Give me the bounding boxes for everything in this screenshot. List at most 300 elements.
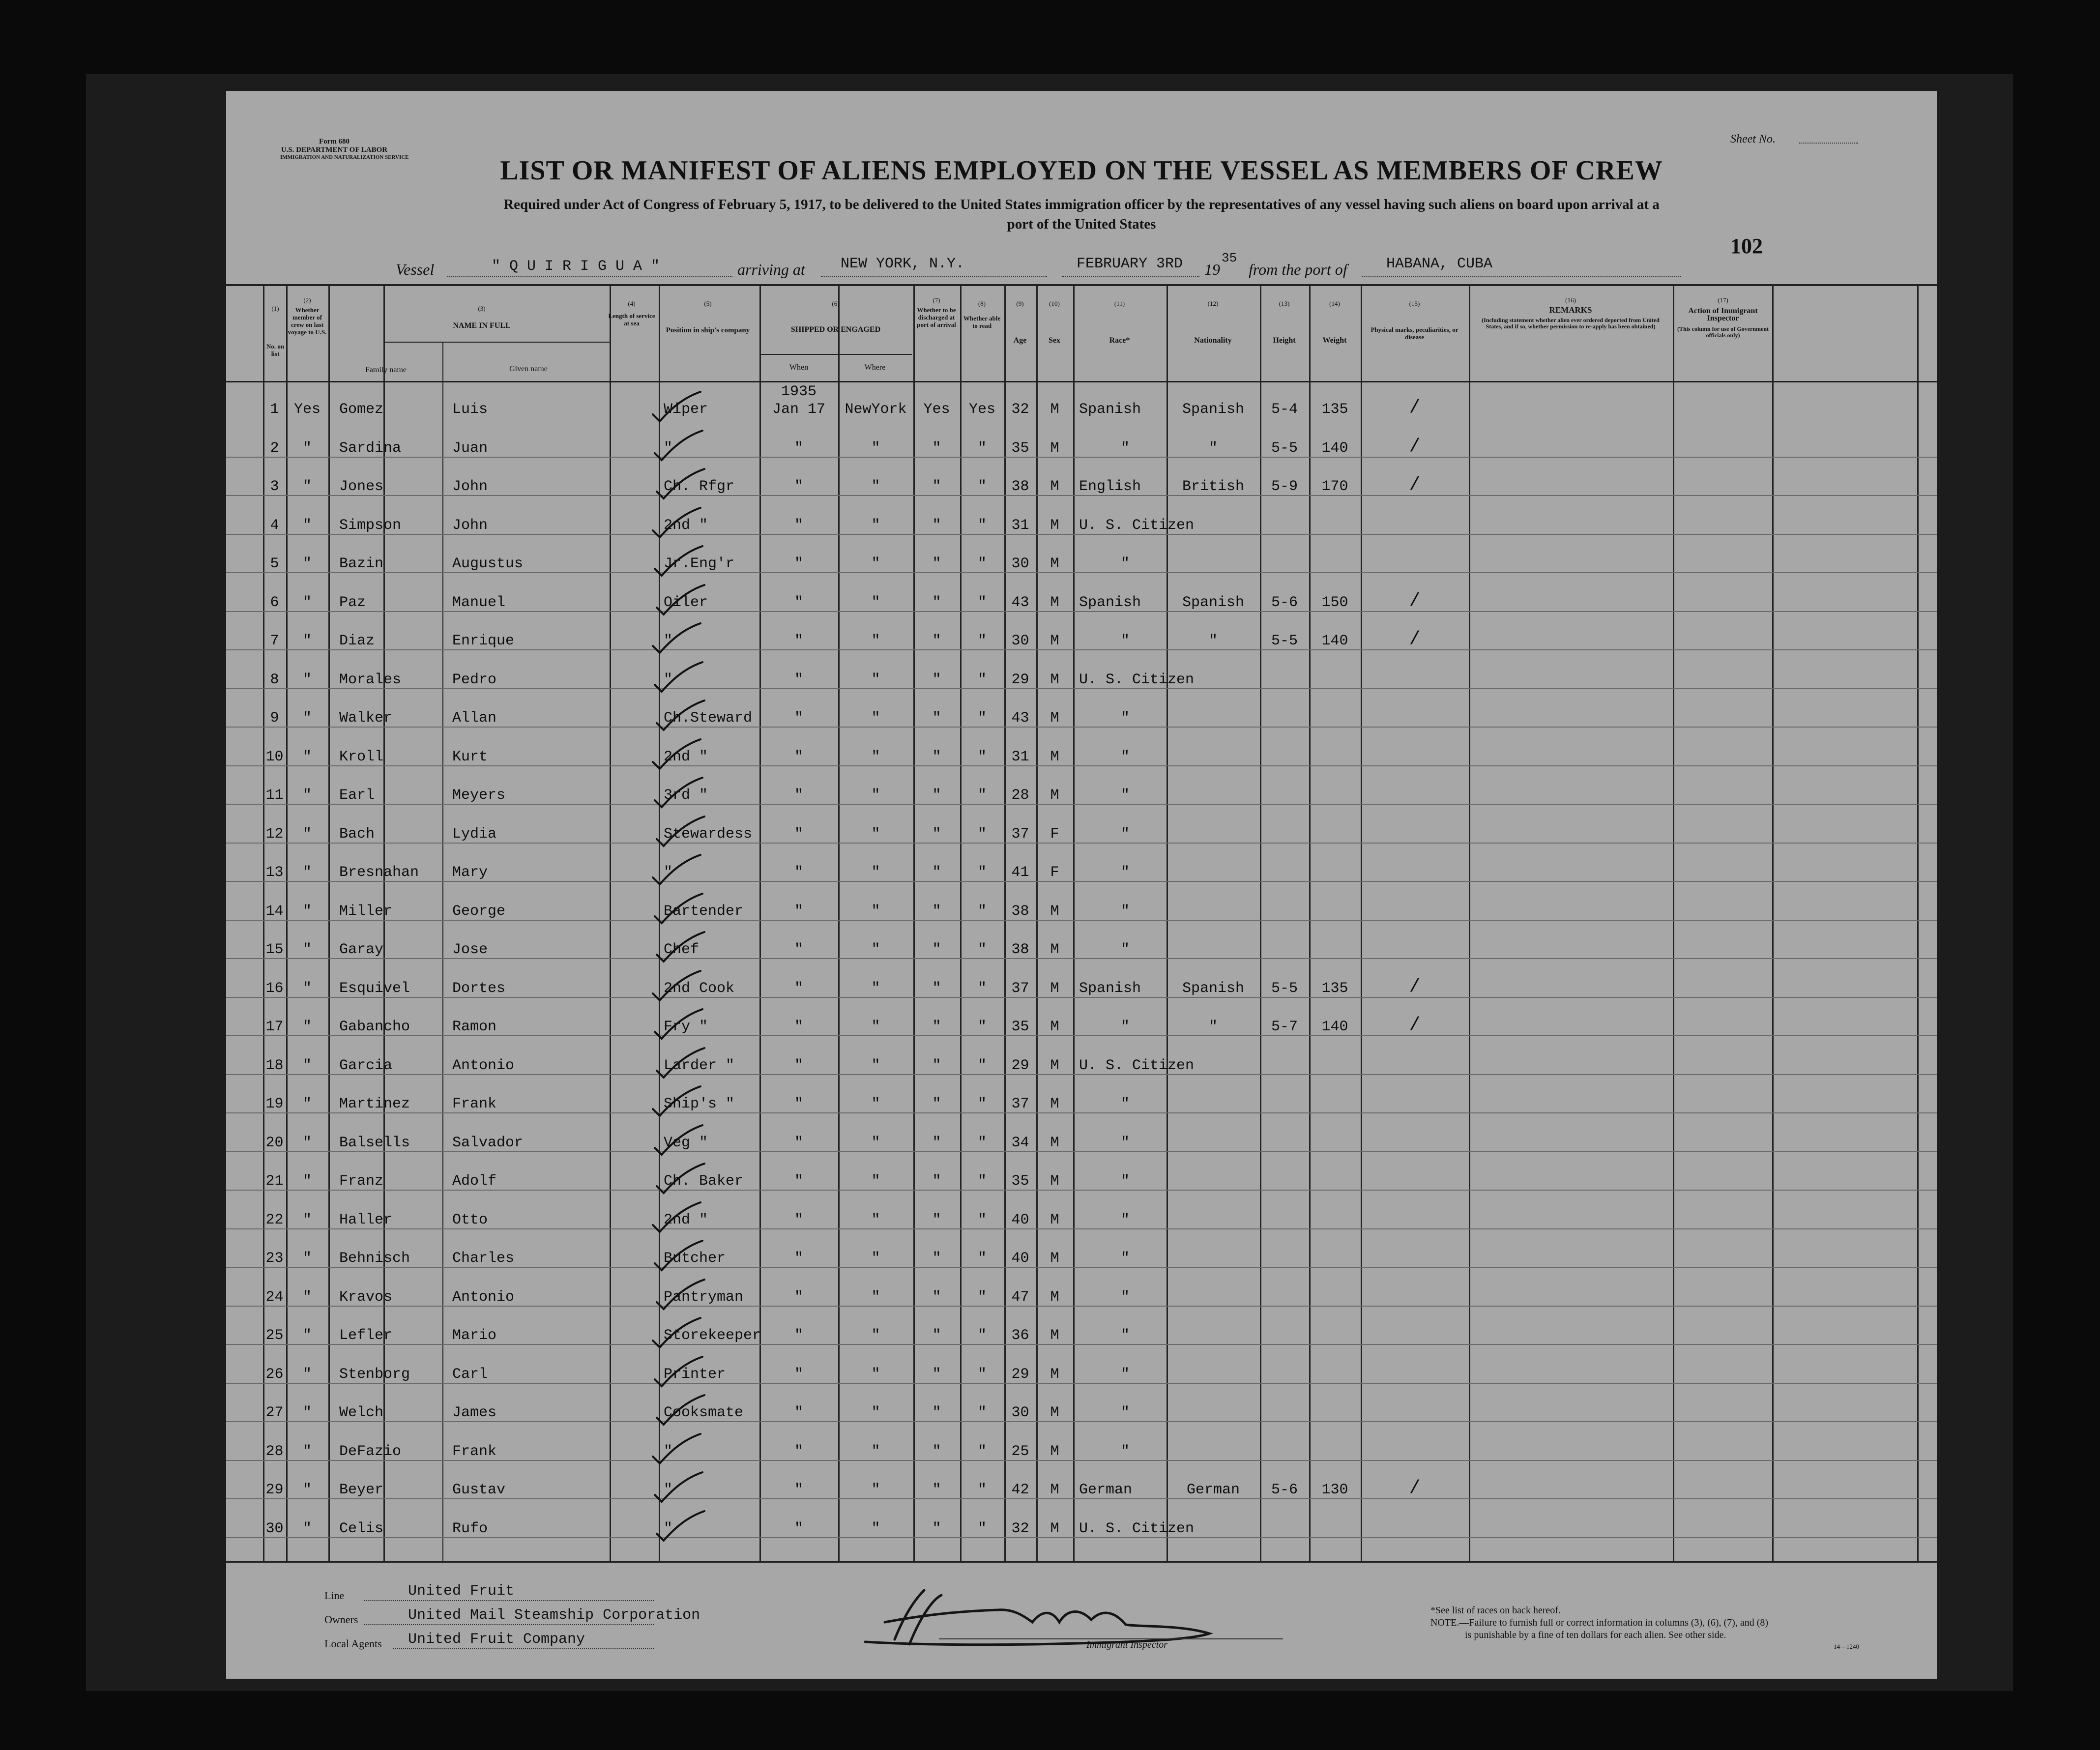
check-mark [649,852,703,891]
cell-prev: " [302,903,312,920]
cell-given: Mary [452,864,488,881]
cell-position: Oiler [664,594,708,611]
cell-nationality: " [1208,439,1218,457]
cell-no: 2 [270,439,279,457]
cell-discharged: " [932,1019,941,1035]
row-divider [226,1421,1937,1422]
col16-number: (16) [1565,296,1576,304]
note-fine-2: is punishable by a fine of ten dollars for each alien. See other side. [1465,1630,1726,1640]
agents-label: Local Agents [324,1637,382,1650]
cell-sex: M [1050,1327,1059,1344]
cell-no: 8 [270,671,279,688]
cell-discharged: " [932,1096,941,1112]
cell-race: " [1121,555,1130,572]
cell-discharged: " [932,1173,941,1190]
cell-when: " [794,594,803,611]
cell-race: " [1121,633,1130,649]
cell-sex: M [1050,1482,1059,1498]
cell-position: " [664,1443,673,1460]
row-divider [226,1035,1937,1036]
cell-race: " [1121,1211,1130,1228]
cell-family: Bresnahan [339,864,419,881]
cell-discharged: " [932,1443,941,1460]
note-fine-1: NOTE.—Failure to furnish full or correct information in columns (3), (6), (7), and (8) [1430,1617,1769,1628]
cell-where: " [871,555,880,572]
cell-when: " [794,1443,803,1460]
cell-marks: / [1409,474,1421,496]
cell-family: Behnisch [339,1250,410,1267]
page-title: LIST OR MANIFEST OF ALIENS EMPLOYED ON THE VESSEL AS MEMBERS OF CREW [500,155,1663,186]
check-mark [653,929,707,968]
cell-discharged: " [932,594,941,611]
cell-given: Gustav [452,1482,506,1498]
check-mark [649,1315,703,1354]
cell-when: " [794,787,803,804]
cell-nationality: " [1208,1019,1218,1035]
cell-prev: " [302,633,312,649]
cell-race: " [1121,941,1130,958]
cell-prev: " [302,1443,312,1460]
year-prefix: 19 [1204,261,1220,278]
cell-race: " [1121,1366,1130,1383]
agents-underline [393,1648,654,1649]
cell-discharged: Yes [923,401,950,418]
cell-sex: M [1050,1250,1059,1267]
cell-prev: " [302,517,312,534]
cell-where: " [871,980,880,997]
cell-sex: M [1050,517,1059,534]
check-mark [651,1469,705,1509]
cell-discharged: " [932,1288,941,1306]
cell-age: 30 [1011,633,1029,649]
row-divider [226,649,1937,650]
cell-prev: " [302,1057,312,1074]
col11-header: Race* [1109,336,1130,345]
cell-where: " [871,633,880,649]
cell-weight: 170 [1321,478,1348,495]
cell-race: U. S. Citizen [1079,671,1195,688]
cell-family: Lefler [339,1327,393,1344]
column-divider [1917,284,1919,1562]
col6-when-header: When [789,363,809,372]
cell-discharged: " [932,864,941,881]
cell-race: " [1121,1404,1130,1421]
cell-where: " [871,1057,880,1074]
cell-sex: M [1050,401,1059,418]
check-mark [651,1122,705,1162]
cell-age: 40 [1011,1211,1029,1228]
check-mark [653,1045,707,1084]
cell-race: " [1121,864,1130,881]
row-divider [226,727,1937,728]
row-divider [226,1498,1937,1499]
check-mark [653,698,707,737]
col9-number: (9) [1016,300,1024,307]
cell-sex: F [1050,864,1059,881]
cell-no: 23 [265,1250,284,1267]
cell-where: " [871,710,880,727]
cell-position: Ch.Steward [664,710,753,727]
cell-discharged: " [932,1404,941,1421]
cell-age: 31 [1011,517,1029,534]
owners-label: Owners [324,1613,358,1626]
cell-no: 15 [265,941,284,958]
col2-number: (2) [303,296,311,304]
cell-when: " [794,1520,803,1537]
row-divider [226,1074,1937,1075]
cell-age: 35 [1011,439,1029,457]
col12-header: Nationality [1194,336,1232,345]
cell-race: " [1121,710,1130,727]
cell-where: " [871,1211,880,1228]
cell-sex: M [1050,478,1059,495]
cell-position: " [664,864,673,881]
cell-race: U. S. Citizen [1079,1520,1195,1537]
arriving-underline [821,276,1047,277]
cell-read: " [977,478,987,495]
row-divider [226,1190,1937,1191]
cell-no: 5 [270,555,279,572]
cell-discharged: " [932,787,941,804]
col16-header: REMARKS [1549,305,1592,315]
cell-age: 32 [1011,1520,1029,1537]
check-mark [649,1431,703,1470]
cell-no: 12 [265,825,284,843]
cell-sex: M [1050,941,1059,958]
cell-no: 22 [265,1211,284,1228]
header-bottom-border [226,381,1937,382]
agents-value: United Fruit Company [408,1631,585,1648]
cell-height: 5-5 [1271,439,1298,457]
cell-no: 7 [270,633,279,649]
table-top-border [226,284,1937,286]
cell-age: 37 [1011,1096,1029,1112]
col6-where-header: Where [864,363,886,372]
arrival-date: FEBRUARY 3RD [1077,256,1183,272]
year-suffix: 35 [1222,251,1237,265]
cell-when: " [794,748,803,765]
cell-no: 9 [270,710,279,727]
cell-when: " [794,1482,803,1498]
cell-where: " [871,748,880,765]
cell-prev: " [302,787,312,804]
cell-where: " [871,478,880,495]
cell-read: " [977,633,987,649]
arriving-label: arriving at [737,261,805,278]
cell-prev: " [302,1211,312,1228]
cell-when: " [794,980,803,997]
cell-age: 30 [1011,1404,1029,1421]
cell-sex: M [1050,1404,1059,1421]
cell-age: 43 [1011,594,1029,611]
cell-sex: M [1050,633,1059,649]
cell-position: Wiper [664,401,708,418]
cell-marks: / [1409,590,1421,612]
cell-read: " [977,517,987,534]
cell-read: " [977,864,987,881]
cell-prev: " [302,710,312,727]
departure-port: HABANA, CUBA [1386,256,1493,272]
cell-weight: 135 [1321,980,1348,997]
cell-sex: F [1050,825,1059,843]
cell-prev: " [302,1250,312,1267]
cell-prev: " [302,439,312,457]
table-bottom-border [226,1561,1937,1563]
column-divider [1073,284,1075,1562]
cell-when: " [794,478,803,495]
cell-discharged: " [932,478,941,495]
cell-given: Juan [452,439,488,457]
cell-where: " [871,1250,880,1267]
cell-nationality: Spanish [1182,401,1245,418]
cell-discharged: " [932,671,941,688]
cell-no: 17 [265,1019,284,1035]
cell-age: 38 [1011,903,1029,920]
cell-position: 2nd " [664,517,708,534]
cell-prev: " [302,1173,312,1190]
check-mark [651,1354,705,1393]
cell-prev: " [302,1288,312,1306]
cell-weight: 135 [1321,401,1348,418]
cell-family: Paz [339,594,366,611]
cell-given: Dortes [452,980,506,997]
cell-where: " [871,1134,880,1151]
row-divider [226,843,1937,844]
cell-read: " [977,555,987,572]
cell-sex: M [1050,1443,1059,1460]
cell-discharged: " [932,439,941,457]
cell-age: 35 [1011,1019,1029,1035]
cell-given: Rufo [452,1520,488,1537]
check-mark [649,389,703,428]
row-divider [226,457,1937,458]
cell-family: Morales [339,671,402,688]
cell-family: Haller [339,1211,393,1228]
cell-given: George [452,903,506,920]
cell-sex: M [1050,1134,1059,1151]
cell-discharged: " [932,1520,941,1537]
cell-nationality: Spanish [1182,980,1245,997]
check-mark [651,543,705,583]
cell-read: " [977,825,987,843]
column-divider [1772,284,1774,1562]
cell-sex: M [1050,1173,1059,1190]
cell-prev: " [302,1134,312,1151]
cell-position: Printer [664,1366,726,1383]
check-mark [651,428,705,467]
cell-read: Yes [968,401,995,418]
cell-family: Jones [339,478,384,495]
cell-discharged: " [932,1211,941,1228]
cell-given: Ramon [452,1019,497,1035]
cell-marks: / [1409,976,1421,997]
cell-discharged: " [932,1482,941,1498]
cell-age: 41 [1011,864,1029,881]
cell-race: " [1121,748,1130,765]
sheet-number-line [1799,143,1858,144]
check-mark [653,582,707,621]
cell-age: 32 [1011,401,1029,418]
cell-sex: M [1050,594,1059,611]
cell-weight: 140 [1321,1019,1348,1035]
cell-position: " [664,1482,673,1498]
cell-height: 5-7 [1271,1019,1298,1035]
port-underline [1362,276,1681,277]
name-subdivider [442,343,443,1562]
column-divider [1309,284,1311,1562]
cell-nationality: British [1182,478,1245,495]
check-mark [651,775,705,814]
cell-race: " [1121,1288,1130,1306]
cell-age: 29 [1011,1057,1029,1074]
cell-position: Larder " [664,1057,735,1074]
cell-discharged: " [932,710,941,727]
cell-no: 3 [270,478,279,495]
cell-position: " [664,1520,673,1537]
cell-prev: Yes [293,401,321,418]
row-divider [226,1267,1937,1268]
cell-given: Carl [452,1366,488,1383]
cell-given: Adolf [452,1173,497,1190]
cell-given: Lydia [452,825,497,843]
cell-given: Antonio [452,1057,515,1074]
cell-sex: M [1050,903,1059,920]
cell-when: Jan 17 [772,401,826,418]
cell-race: " [1121,903,1130,920]
cell-no: 28 [265,1443,284,1460]
cell-given: Allan [452,710,497,727]
cell-age: 28 [1011,787,1029,804]
cell-sex: M [1050,1096,1059,1112]
cell-no: 10 [265,748,284,765]
cell-position: Ch. Rfgr [664,478,735,495]
cell-no: 13 [265,864,284,881]
cell-when: " [794,1096,803,1112]
cell-when: " [794,555,803,572]
cell-position: Cooksmate [664,1404,744,1421]
cell-read: " [977,1366,987,1383]
cell-read: " [977,1288,987,1306]
port-label: from the port of [1249,261,1347,278]
cell-position: Stewardess [664,825,753,843]
cell-sex: M [1050,1057,1059,1074]
col8-header: Whether able to read [963,315,1001,329]
cell-given: John [452,478,488,495]
cell-no: 21 [265,1173,284,1190]
cell-height: 5-4 [1271,401,1298,418]
cell-no: 25 [265,1327,284,1344]
cell-weight: 140 [1321,439,1348,457]
header-subdivider [383,342,610,343]
cell-when: " [794,1173,803,1190]
cell-prev: " [302,594,312,611]
cell-age: 38 [1011,478,1029,495]
vessel-label: Vessel [396,261,435,278]
cell-when: " [794,1250,803,1267]
col17-note: (This column for use of Government officials only) [1677,325,1769,339]
cell-position: Ch. Baker [664,1173,744,1190]
cell-family: Earl [339,787,375,804]
cell-family: Kravos [339,1288,393,1306]
cell-discharged: " [932,555,941,572]
cell-when: " [794,1019,803,1035]
owners-value: United Mail Steamship Corporation [408,1607,700,1624]
cell-age: 40 [1011,1250,1029,1267]
col3-family-header: Family name [365,366,407,374]
row-divider [226,495,1937,496]
col16-note: (Including statement whether alien ever ordered deported from United States, and if so, whether permission to re-apply has been obtained) [1482,317,1660,330]
check-mark [651,1006,705,1046]
cell-family: Walker [339,710,393,727]
sheet-number-label: Sheet No. [1730,133,1776,146]
cell-race: " [1121,1327,1130,1344]
cell-no: 19 [265,1096,284,1112]
cell-prev: " [302,1366,312,1383]
cell-no: 6 [270,594,279,611]
cell-prev: " [302,478,312,495]
cell-age: 37 [1011,980,1029,997]
cell-nationality: Spanish [1182,594,1245,611]
cell-no: 29 [265,1482,284,1498]
col4-number: (4) [628,300,636,307]
check-mark [653,1277,707,1316]
cell-family: Martinez [339,1096,410,1112]
cell-family: Garcia [339,1057,393,1074]
col1-number: (1) [271,305,279,312]
col11-number: (11) [1114,300,1125,307]
column-divider [1167,284,1168,1562]
cell-given: Augustus [452,555,524,572]
cell-discharged: " [932,941,941,958]
col13-number: (13) [1279,300,1290,307]
cell-read: " [977,439,987,457]
cell-race: U. S. Citizen [1079,1057,1195,1074]
row-divider [226,1228,1937,1229]
cell-where: " [871,941,880,958]
check-mark [649,968,703,1007]
cell-read: " [977,671,987,688]
cell-where: " [871,1482,880,1498]
cell-given: Salvador [452,1134,524,1151]
subtitle-line2: port of the United States [1007,216,1156,232]
column-divider [610,284,611,1562]
cell-position: Chef [664,941,700,958]
cell-position: " [664,439,673,457]
cell-race: " [1121,1134,1130,1151]
cell-age: 25 [1011,1443,1029,1460]
cell-family: Beyer [339,1482,384,1498]
cell-age: 42 [1011,1482,1029,1498]
cell-height: 5-9 [1271,478,1298,495]
column-divider [328,284,330,1562]
arriving-port: NEW YORK, N.Y. [841,256,965,272]
header-subdivider [759,354,912,355]
cell-race: Spanish [1079,401,1141,418]
cell-height: 5-5 [1271,980,1298,997]
cell-prev: " [302,1520,312,1537]
cell-given: Frank [452,1096,497,1112]
cell-family: Miller [339,903,393,920]
cell-read: " [977,787,987,804]
cell-position: Pantryman [664,1288,744,1306]
cell-given: James [452,1404,497,1421]
col9-header: Age [1013,336,1027,345]
cell-position: Veg " [664,1134,708,1151]
cell-read: " [977,1404,987,1421]
cell-discharged: " [932,1366,941,1383]
col7-number: (7) [933,296,940,304]
cell-marks: / [1409,397,1421,418]
